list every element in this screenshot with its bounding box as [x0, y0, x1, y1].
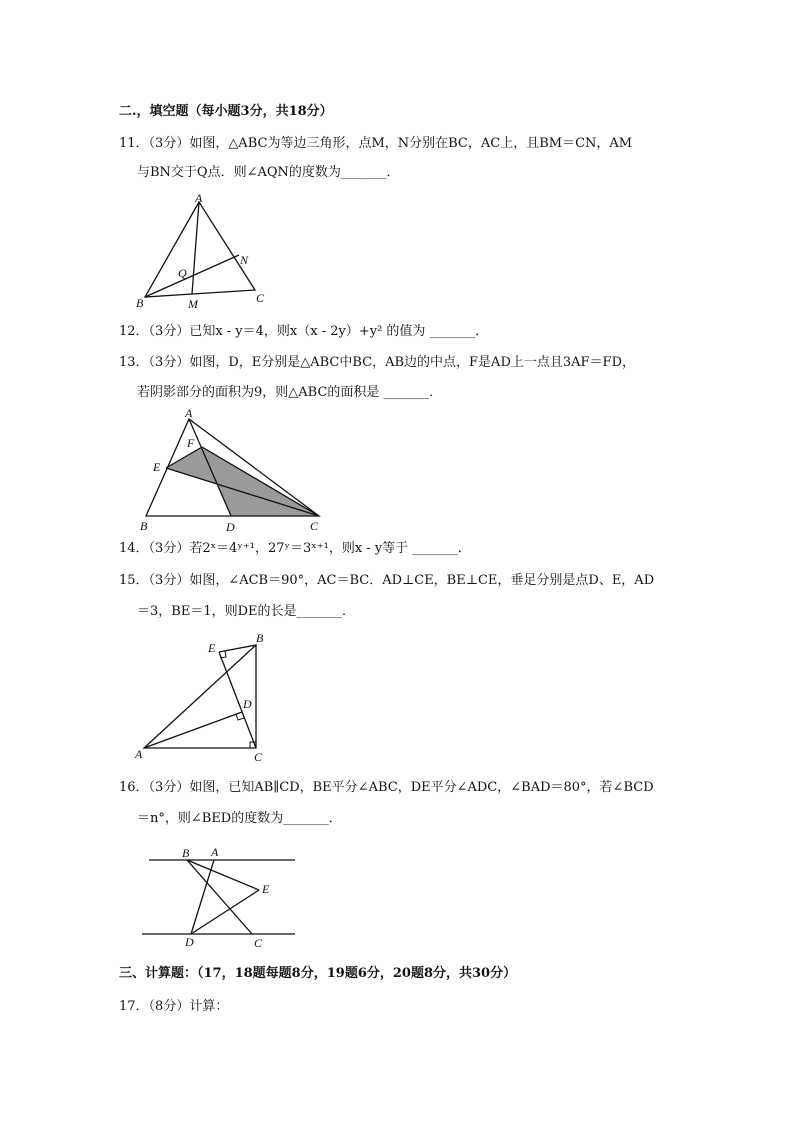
label-q15-A: A — [135, 747, 143, 761]
label-q11-N: N — [240, 253, 249, 267]
figure-q11-triangle — [132, 190, 282, 310]
label-q15-B: B — [256, 631, 264, 645]
label-q13-F: F — [187, 436, 195, 450]
label-q16-E: E — [262, 882, 270, 896]
section-heading-fill-blank: 二.，填空题（每小题3分，共18分） — [119, 104, 333, 119]
label-q13-A: A — [185, 406, 193, 420]
label-q15-E: E — [208, 641, 216, 655]
question-16-line-1: 16．（3分）如图，已知AB∥CD，BE平分∠ABC，DE平分∠ADC，∠BAD＝80°，若∠BCD — [119, 780, 654, 795]
label-q13-E: E — [153, 460, 161, 474]
label-q11-B: B — [136, 296, 144, 310]
figure-q16-parallel-lines — [135, 840, 305, 950]
label-q13-B: B — [140, 519, 148, 533]
label-q16-D: D — [185, 935, 194, 949]
question-14: 14．（3分）若2ˣ＝4ʸ⁺¹，27ʸ＝3ˣ⁺¹，则x - y等于 _______． — [119, 541, 471, 556]
label-q11-M: M — [188, 297, 198, 310]
question-15-line-1: 15．（3分）如图，∠ACB＝90°，AC＝BC．AD⊥CE，BE⊥CE，垂足分别是点D、E，AD — [119, 573, 655, 588]
label-q13-C: C — [310, 519, 319, 533]
label-q15-D: D — [243, 697, 252, 711]
label-q16-A: A — [211, 845, 219, 859]
question-13-line-1: 13．（3分）如图，D，E分别是△ABC中BC，AB边的中点，F是AD上一点且3AF＝FD， — [119, 355, 635, 370]
figure-q13-shaded-triangle — [135, 405, 335, 535]
figure-q15-right-triangle — [132, 628, 272, 763]
question-15-line-2: ＝3，BE＝1，则DE的长是_______． — [137, 604, 355, 619]
label-q11-A: A — [195, 191, 203, 205]
label-q15-C: C — [254, 750, 263, 763]
label-q13-D: D — [226, 520, 235, 534]
section-heading-calculation: 三、计算题：（17，18题每题8分，19题6分，20题8分，共30分） — [119, 966, 517, 981]
question-12: 12．（3分）已知x - y＝4，则x（x - 2y）+y² 的值为 _______． — [119, 324, 489, 339]
question-17: 17．（8分）计算： — [119, 999, 229, 1014]
question-16-line-2: ＝n°，则∠BED的度数为_______． — [137, 811, 342, 826]
label-q16-C: C — [254, 936, 263, 950]
question-11-line-1: 11．（3分）如图，△ABC为等边三角形，点M，N分别在BC，AC上，且BM＝CN，AM — [119, 136, 633, 151]
label-q11-Q: Q — [178, 266, 187, 280]
question-11-line-2: 与BN交于Q点．则∠AQN的度数为_______． — [137, 165, 400, 180]
label-q16-B: B — [182, 846, 190, 860]
question-13-line-2: 若阴影部分的面积为9，则△ABC的面积是 _______． — [137, 385, 443, 400]
label-q11-C: C — [256, 291, 265, 305]
